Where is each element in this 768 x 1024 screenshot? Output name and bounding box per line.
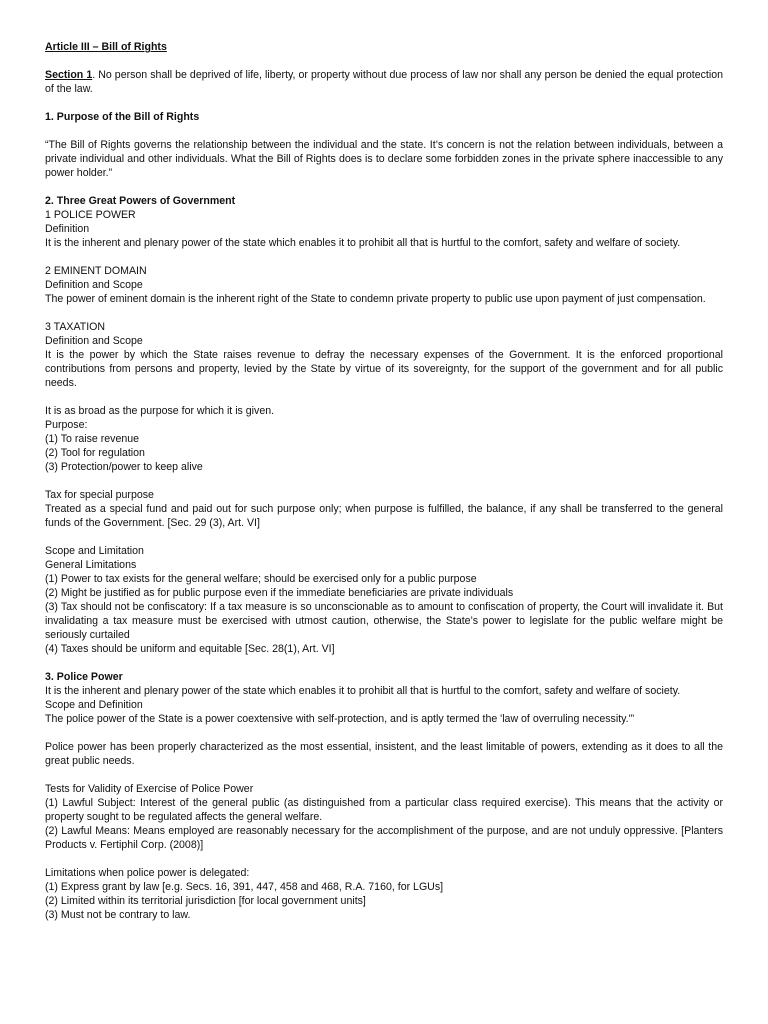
taxation-definition: It is the power by which the State raises revenue to defray the necessary expenses of the Government. It is the enforced proportional contributions from persons and property, levied by the State by virtue of its sovereignty, for the support of the government and for all public needs. <box>45 349 723 389</box>
police-power-text: It is the inherent and plenary power of the state which enables it to prohibit all that is hurtful to the comfort, safety and welfare of society. <box>45 685 681 697</box>
taxation-subtitle: Definition and Scope <box>45 335 143 347</box>
list-item: (1) Power to tax exists for the general welfare; should be exercised only for a public purpose <box>45 573 477 585</box>
police-power-characterization: Police power has been properly characterized as the most essential, insistent, and the least limitable of powers, extending as it does to all the great public needs. <box>45 741 723 767</box>
article-title: Article III – Bill of Rights <box>45 41 167 53</box>
eminent-domain-title: 2 EMINENT DOMAIN <box>45 265 147 277</box>
scope-limitation-title: Scope and Limitation <box>45 545 144 557</box>
special-purpose-title: Tax for special purpose <box>45 489 154 501</box>
purpose-quote: “The Bill of Rights governs the relationship between the individual and the state. It’s concern is not the relation between individuals, between a private individual and other individuals. What the Bill of Rights does is to declare some forbidden zones in the private sphere inaccessible to any power holder.” <box>45 139 723 179</box>
list-item: (1) Express grant by law [e.g. Secs. 16, 391, 447, 458 and 468, R.A. 7160, for LGUs] <box>45 881 444 893</box>
section-1-label: Section 1 <box>45 69 93 81</box>
list-item: (1) To raise revenue <box>45 433 140 445</box>
police-power-subtitle: Definition <box>45 223 90 235</box>
taxation-broad: It is as broad as the purpose for which it is given. <box>45 405 275 417</box>
eminent-domain-subtitle: Definition and Scope <box>45 279 143 291</box>
police-power-definition: It is the inherent and plenary power of the state which enables it to prohibit all that is hurtful to the comfort, safety and welfare of society. <box>45 237 681 249</box>
scope-definition-text: The police power of the State is a power coextensive with self-protection, and is aptly termed the 'law of overruling necessity.'” <box>45 713 635 725</box>
list-item: (2) Might be justified as for public purpose even if the immediate beneficiaries are private individuals <box>45 587 514 599</box>
special-purpose-text: Treated as a special fund and paid out for such purpose only; when purpose is fulfilled, the balance, if any shall be transferred to the general funds of the Government. [Sec. 29 (3), Art. VI] <box>45 503 723 529</box>
list-item: (2) Tool for regulation <box>45 447 145 459</box>
heading-three-powers: 2. Three Great Powers of Government <box>45 195 236 207</box>
tests-validity-title: Tests for Validity of Exercise of Police Power <box>45 783 254 795</box>
list-item: (2) Lawful Means: Means employed are reasonably necessary for the accomplishment of the purpose, and are not unduly oppressive. [Planters Products v. Fertiphil Corp. (2008)] <box>45 825 723 851</box>
section-1-paragraph <box>45 68 723 96</box>
list-item: (1) Lawful Subject: Interest of the general public (as distinguished from a particular class required exercise). This means that the activity or property sought to be regulated affects the general welfare. <box>45 797 723 823</box>
list-item: (2) Limited within its territorial jurisdiction [for local government units] <box>45 895 366 907</box>
general-limitations-title: General Limitations <box>45 559 137 571</box>
scope-definition-title: Scope and Definition <box>45 699 143 711</box>
list-item: (3) Protection/power to keep alive <box>45 461 203 473</box>
document-page <box>45 40 723 922</box>
eminent-domain-definition: The power of eminent domain is the inherent right of the State to condemn private property to public use upon payment of just compensation. <box>45 293 706 305</box>
delegation-limits-title: Limitations when police power is delegated: <box>45 867 250 879</box>
taxation-title: 3 TAXATION <box>45 321 106 333</box>
list-item: (4) Taxes should be uniform and equitable [Sec. 28(1), Art. VI] <box>45 643 335 655</box>
heading-purpose: 1. Purpose of the Bill of Rights <box>45 111 200 123</box>
list-item: (3) Tax should not be confiscatory: If a tax measure is so unconscionable as to amount to confiscation of property, the Court will invalidate it. But invalidating a tax measure must be exercised with utmost caution, otherwise, the State’s power to legislate for the public welfare might be seriously curtailed <box>45 601 723 641</box>
heading-police-power: 3. Police Power <box>45 671 123 683</box>
police-power-title: 1 POLICE POWER <box>45 209 136 221</box>
section-1-text: . No person shall be deprived of life, liberty, or property without due process of law nor shall any person be denied the equal protection of the law. <box>45 69 723 95</box>
taxation-purpose-label: Purpose: <box>45 419 88 431</box>
list-item: (3) Must not be contrary to law. <box>45 909 191 921</box>
